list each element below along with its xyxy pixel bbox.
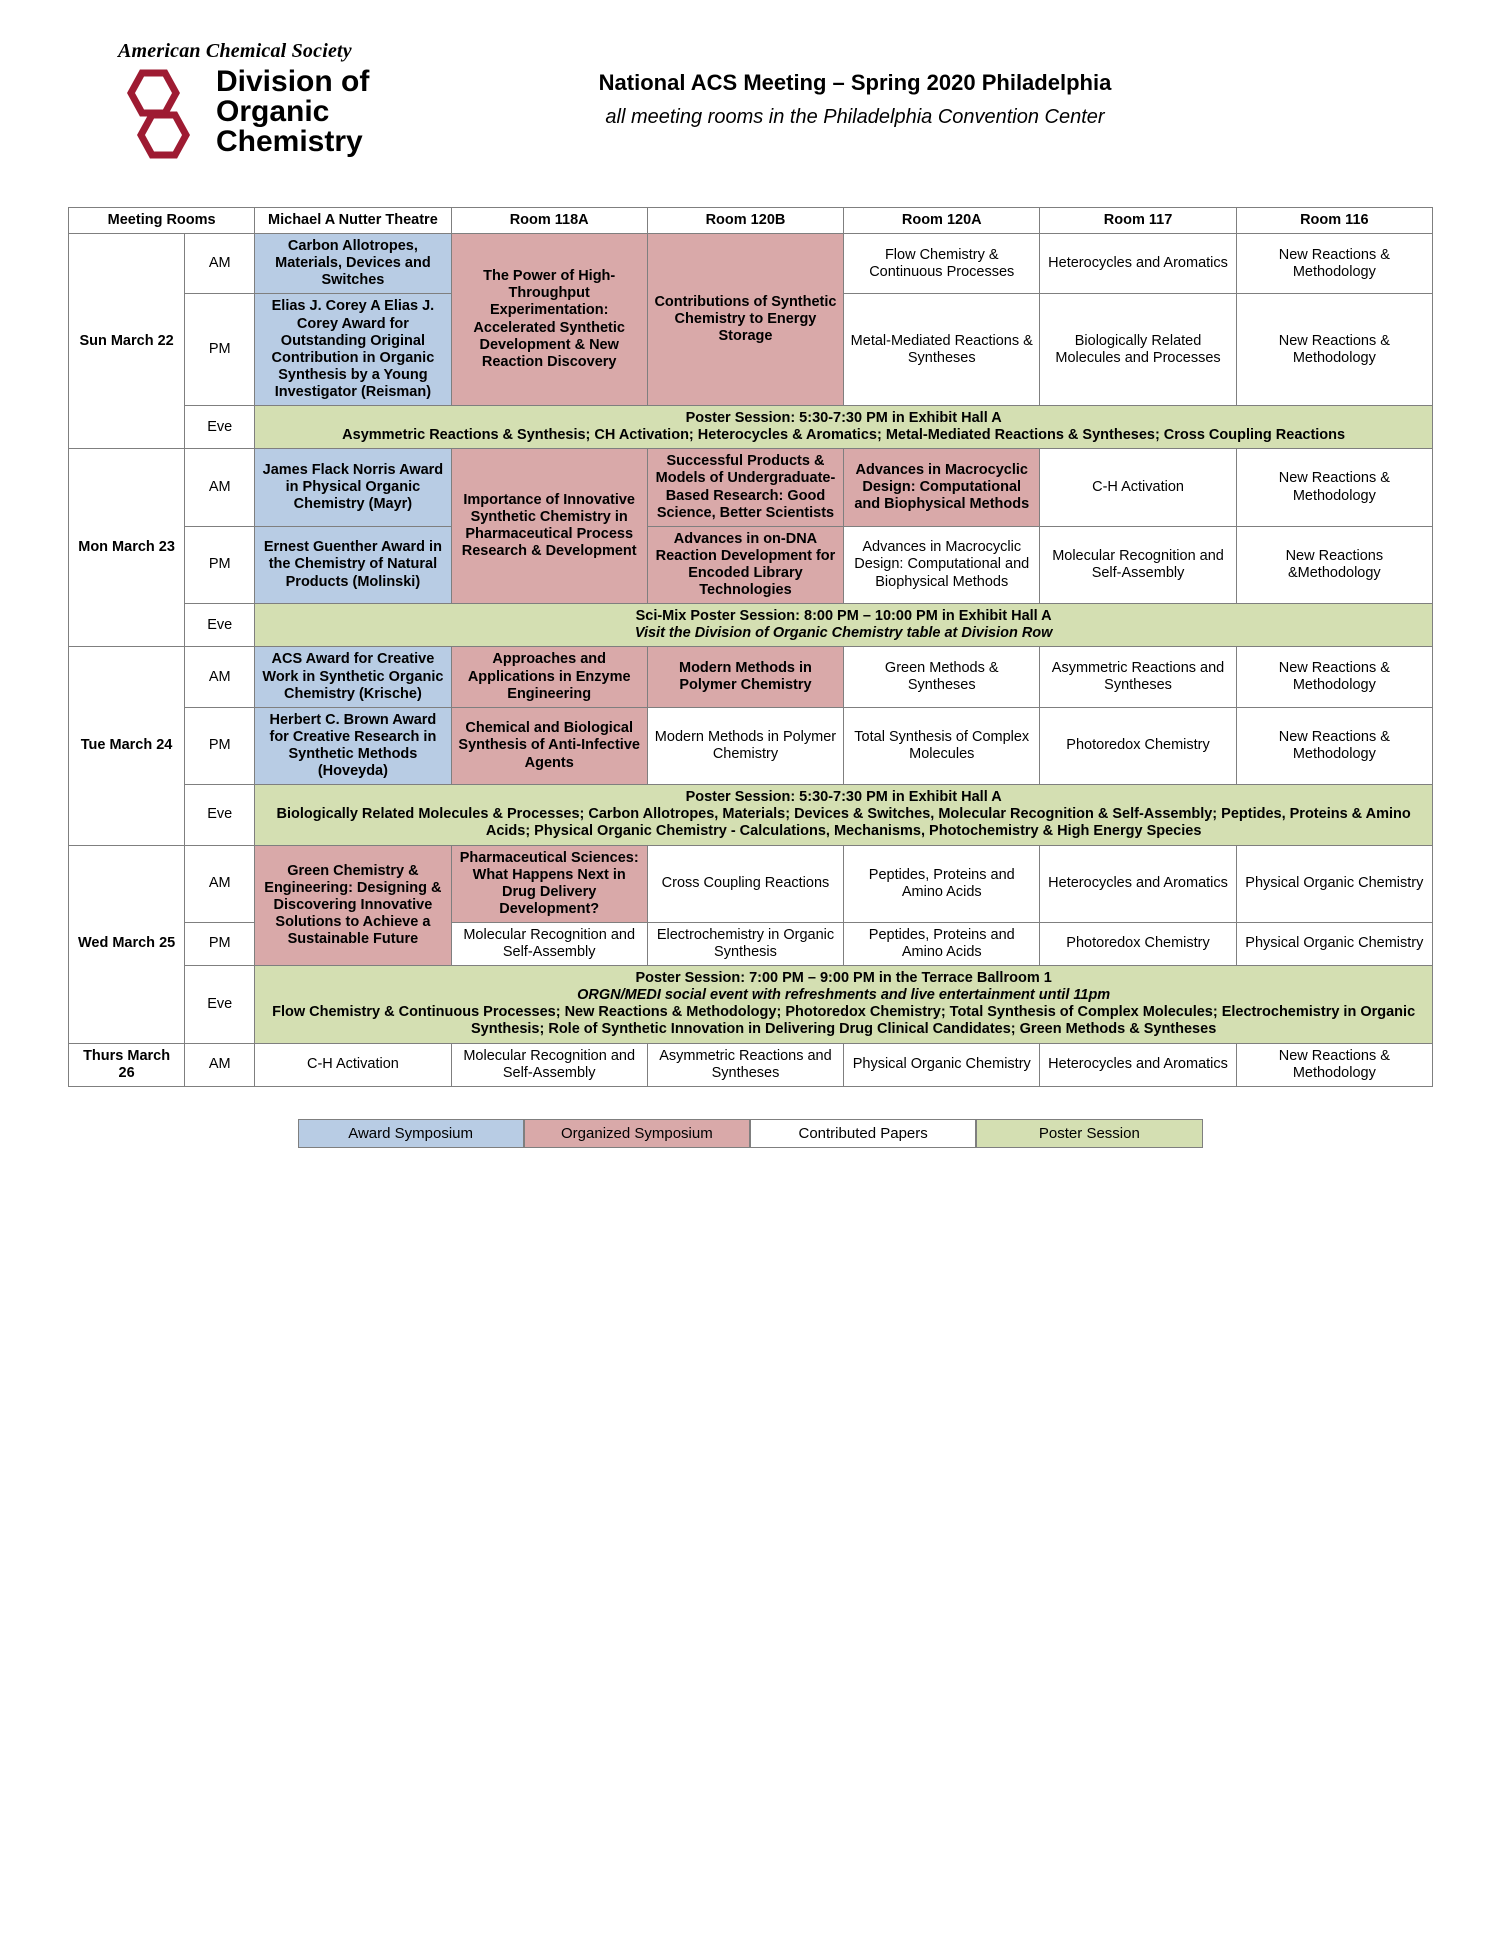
schedule-table <box>68 207 1433 1087</box>
poster-wednesday-line1: Poster Session: 7:00 PM – 9:00 PM in the Terrace Ballroom 1 <box>635 970 1052 987</box>
table-row <box>69 1043 1433 1086</box>
poster-wednesday-line2: ORGN/MEDI social event with refreshments and live entertainment until 11pm <box>577 987 1111 1004</box>
time-label-am: AM <box>185 234 255 294</box>
header-meeting-rooms: Meeting Rooms <box>69 208 255 234</box>
title-block <box>398 40 1432 129</box>
logo-line-division: Division of <box>216 65 370 98</box>
day-label-tuesday: Tue March 24 <box>69 647 185 845</box>
table-row <box>69 406 1433 449</box>
time-label-eve: Eve <box>185 785 255 845</box>
time-label-am: AM <box>185 647 255 707</box>
session-mon-am-117: C-H Activation <box>1040 449 1236 526</box>
time-label-eve: Eve <box>185 604 255 647</box>
session-sun-am-117: Heterocycles and Aromatics <box>1040 234 1236 294</box>
session-wed-am-117: Heterocycles and Aromatics <box>1040 845 1236 922</box>
logo-society-name: American Chemical Society <box>118 40 352 62</box>
session-tue-am-118a: Approaches and Applications in Enzyme Engineering <box>451 647 647 707</box>
poster-session-sunday <box>255 406 1433 449</box>
session-thu-am-nutter: C-H Activation <box>255 1043 451 1086</box>
table-row <box>69 785 1433 845</box>
logo-line-organic: Organic <box>216 95 330 128</box>
time-label-pm: PM <box>185 294 255 406</box>
page-subtitle: all meeting rooms in the Philadelphia Convention Center <box>605 106 1105 128</box>
session-sun-pm-117: Biologically Related Molecules and Processes <box>1040 294 1236 406</box>
session-wed-pm-118a: Molecular Recognition and Self-Assembly <box>451 922 647 965</box>
session-mon-118a: Importance of Innovative Synthetic Chemistry in Pharmaceutical Process Research & Development <box>451 449 647 604</box>
session-mon-pm-120b: Advances in on-DNA Reaction Development for Encoded Library Technologies <box>647 526 843 603</box>
header-room-117: Room 117 <box>1040 208 1236 234</box>
time-label-eve: Eve <box>185 406 255 449</box>
header-room-nutter-theatre: Michael A Nutter Theatre <box>255 208 451 234</box>
session-wed-pm-120b: Electrochemistry in Organic Synthesis <box>647 922 843 965</box>
session-thu-am-118a: Molecular Recognition and Self-Assembly <box>451 1043 647 1086</box>
table-row <box>69 604 1433 647</box>
session-sun-am-nutter: Carbon Allotropes, Materials, Devices and Switches <box>255 234 451 294</box>
header-room-118a: Room 118A <box>451 208 647 234</box>
session-wed-pm-116: Physical Organic Chemistry <box>1236 922 1432 965</box>
logo-division-text <box>216 65 369 157</box>
time-label-pm: PM <box>185 922 255 965</box>
table-row <box>69 449 1433 526</box>
day-label-sunday: Sun March 22 <box>69 234 185 449</box>
header-room-120b: Room 120B <box>647 208 843 234</box>
time-label-am: AM <box>185 1043 255 1086</box>
time-label-pm: PM <box>185 526 255 603</box>
session-tue-pm-nutter: Herbert C. Brown Award for Creative Research in Synthetic Methods (Hoveyda) <box>255 707 451 784</box>
legend-item-poster-session: Poster Session <box>976 1119 1202 1148</box>
session-tue-am-117: Asymmetric Reactions and Syntheses <box>1040 647 1236 707</box>
session-mon-am-120b: Successful Products & Models of Undergraduate-Based Research: Good Science, Better Scientists <box>647 449 843 526</box>
table-row <box>69 966 1433 1043</box>
session-tue-pm-120a: Total Synthesis of Complex Molecules <box>844 707 1040 784</box>
session-sun-am-120a: Flow Chemistry & Continuous Processes <box>844 234 1040 294</box>
table-row <box>69 234 1433 294</box>
session-mon-am-120a: Advances in Macrocyclic Design: Computational and Biophysical Methods <box>844 449 1040 526</box>
session-thu-am-120a: Physical Organic Chemistry <box>844 1043 1040 1086</box>
session-wed-am-116: Physical Organic Chemistry <box>1236 845 1432 922</box>
time-label-am: AM <box>185 449 255 526</box>
session-wed-am-120b: Cross Coupling Reactions <box>647 845 843 922</box>
poster-session-tuesday <box>255 785 1433 845</box>
session-mon-pm-120a: Advances in Macrocyclic Design: Computational and Biophysical Methods <box>844 526 1040 603</box>
poster-wednesday-line3: Flow Chemistry & Continuous Processes; New Reactions & Methodology; Photoredox Chemistry; Total Synthesis of Complex Molecules; Electrochemistry in Organic Synthesis; Role of Synthetic Innovation in Delivering Drug Clinical Candidates; Green Methods & Syntheses <box>272 1004 1416 1038</box>
session-tue-am-116: New Reactions & Methodology <box>1236 647 1432 707</box>
session-mon-am-nutter: James Flack Norris Award in Physical Organic Chemistry (Mayr) <box>255 449 451 526</box>
day-label-wednesday: Wed March 25 <box>69 845 185 1043</box>
table-row <box>69 526 1433 603</box>
poster-monday-line1: Sci-Mix Poster Session: 8:00 PM – 10:00 PM in Exhibit Hall A <box>635 608 1052 625</box>
poster-tuesday-line1: Poster Session: 5:30-7:30 PM in Exhibit Hall A <box>685 789 1002 806</box>
hexagon-logo-icon <box>118 67 210 159</box>
session-tue-am-120b: Modern Methods in Polymer Chemistry <box>647 647 843 707</box>
poster-sunday-line1: Poster Session: 5:30-7:30 PM in Exhibit Hall A <box>685 410 1002 427</box>
session-wed-nutter: Green Chemistry & Engineering: Designing & Discovering Innovative Solutions to Achieve a Sustainable Future <box>255 845 451 966</box>
session-mon-am-116: New Reactions & Methodology <box>1236 449 1432 526</box>
header-room-120a: Room 120A <box>844 208 1040 234</box>
day-label-monday: Mon March 23 <box>69 449 185 647</box>
session-wed-am-120a: Peptides, Proteins and Amino Acids <box>844 845 1040 922</box>
session-thu-am-116: New Reactions & Methodology <box>1236 1043 1432 1086</box>
session-sun-118a: The Power of High-Throughput Experimentation: Accelerated Synthetic Development & New Reaction Discovery <box>451 234 647 406</box>
poster-session-wednesday <box>255 966 1433 1043</box>
day-label-thursday: Thurs March 26 <box>69 1043 185 1086</box>
session-sun-pm-nutter: Elias J. Corey A Elias J. Corey Award for Outstanding Original Contribution in Organic Synthesis by a Young Investigator (Reisman) <box>255 294 451 406</box>
poster-tuesday-line2: Biologically Related Molecules & Processes; Carbon Allotropes, Materials; Devices & Switches, Molecular Recognition & Self-Assembly; Peptides, Proteins & Amino Acids; Physical Organic Chemistry - Calculations, Mechanisms, Photochemistry & High Energy Species <box>276 806 1411 840</box>
poster-sunday-line2: Asymmetric Reactions & Synthesis; CH Activation; Heterocycles & Aromatics; Metal-Mediated Reactions & Syntheses; Cross Coupling Reactions <box>342 427 1346 444</box>
session-sun-pm-116: New Reactions & Methodology <box>1236 294 1432 406</box>
page-title: National ACS Meeting – Spring 2020 Philadelphia <box>598 70 1112 95</box>
session-tue-pm-120b: Modern Methods in Polymer Chemistry <box>647 707 843 784</box>
session-mon-pm-nutter: Ernest Guenther Award in the Chemistry of Natural Products (Molinski) <box>255 526 451 603</box>
session-tue-pm-118a: Chemical and Biological Synthesis of Anti-Infective Agents <box>451 707 647 784</box>
table-row <box>69 647 1433 707</box>
legend-item-award-symposium: Award Symposium <box>298 1119 524 1148</box>
table-row <box>69 707 1433 784</box>
session-wed-am-118a: Pharmaceutical Sciences: What Happens Next in Drug Delivery Development? <box>451 845 647 922</box>
session-sun-am-116: New Reactions & Methodology <box>1236 234 1432 294</box>
legend <box>298 1119 1203 1148</box>
session-wed-pm-117: Photoredox Chemistry <box>1040 922 1236 965</box>
time-label-eve: Eve <box>185 966 255 1043</box>
table-row <box>69 845 1433 922</box>
legend-item-contributed-papers: Contributed Papers <box>750 1119 976 1148</box>
session-thu-am-117: Heterocycles and Aromatics <box>1040 1043 1236 1086</box>
session-tue-am-nutter: ACS Award for Creative Work in Synthetic Organic Chemistry (Krische) <box>255 647 451 707</box>
session-mon-pm-117: Molecular Recognition and Self-Assembly <box>1040 526 1236 603</box>
session-sun-pm-120a: Metal-Mediated Reactions & Syntheses <box>844 294 1040 406</box>
session-tue-pm-116: New Reactions & Methodology <box>1236 707 1432 784</box>
time-label-pm: PM <box>185 707 255 784</box>
session-tue-am-120a: Green Methods & Syntheses <box>844 647 1040 707</box>
poster-monday-line2: Visit the Division of Organic Chemistry table at Division Row <box>634 625 1053 642</box>
session-wed-pm-120a: Peptides, Proteins and Amino Acids <box>844 922 1040 965</box>
session-sun-120b: Contributions of Synthetic Chemistry to Energy Storage <box>647 234 843 406</box>
acs-organic-division-logo <box>68 40 398 159</box>
session-mon-pm-116: New Reactions &Methodology <box>1236 526 1432 603</box>
table-header-row <box>69 208 1433 234</box>
logo-line-chemistry: Chemistry <box>216 125 363 158</box>
poster-session-monday <box>255 604 1433 647</box>
legend-item-organized-symposium: Organized Symposium <box>524 1119 750 1148</box>
header-room-116: Room 116 <box>1236 208 1432 234</box>
session-thu-am-120b: Asymmetric Reactions and Syntheses <box>647 1043 843 1086</box>
session-tue-pm-117: Photoredox Chemistry <box>1040 707 1236 784</box>
time-label-am: AM <box>185 845 255 922</box>
page-header <box>68 0 1432 195</box>
